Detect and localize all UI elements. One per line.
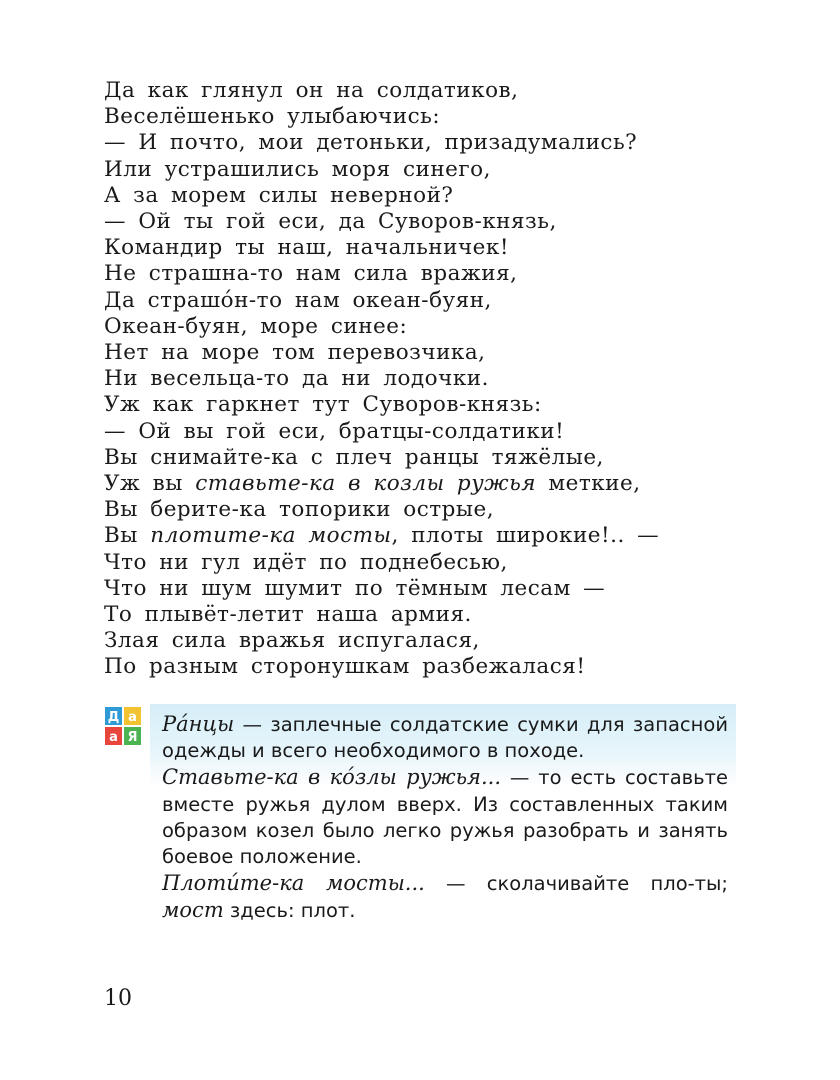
poem-line: Веселёшенько улыбаючись: — [104, 104, 441, 130]
poem-line-start: Вы — [104, 523, 151, 549]
poem-line: Да как глянул он на солдатиков, — [104, 78, 519, 103]
svg-text:Я: Я — [127, 730, 138, 745]
page-number: 10 — [104, 986, 132, 1011]
glossary-term: Ра́нцы — [162, 712, 235, 736]
svg-text:а: а — [128, 710, 137, 725]
glossary-entry — [162, 764, 728, 870]
poem-line: Вы снимайте-ка с плеч ранцы тяжёлые, — [104, 444, 604, 470]
poem-line — [104, 523, 784, 549]
dictionary-icon — [104, 706, 142, 746]
glossary-definition: — то есть составьте вместе ружья дулом вверх. Из составленных таким образом козел было легко ружья разобрать и занять боевое положение. — [162, 766, 728, 869]
poem-line-end: , плоты широкие!.. — — [391, 523, 660, 549]
poem-line: А за морем силы неверной? — [104, 182, 454, 208]
poem-line: Океан-буян, море синее: — [104, 313, 408, 339]
poem-line-italic: плотите-ка мосты — [150, 523, 392, 549]
poem-line: — Ой вы гой еси, братцы-солдатики! — [104, 418, 565, 444]
poem-line: — Ой ты гой еси, да Суворов-князь, — [104, 209, 557, 235]
poem-line: — И почто, мои детоньки, призадумались? — [104, 130, 638, 156]
poem-line-end: меткие, — [536, 471, 641, 497]
poem-line: По разным сторонушкам разбежалася! — [104, 654, 586, 680]
glossary-definition: — заплечные солдатские сумки для запасной одежды и всего необходимого в походе. — [162, 713, 728, 763]
poem-line: Уж как гаркнет тут Суворов-князь: — [104, 392, 542, 418]
poem-text — [104, 78, 784, 681]
poem-line: Злая сила вражья испугалася, — [104, 628, 480, 654]
poem-line: Нет на море том перевозчика, — [104, 340, 486, 366]
svg-text:Д: Д — [107, 710, 120, 725]
poem-line: Что ни шум шумит по тёмным лесам — — [104, 575, 606, 601]
glossary-term: мост — [162, 898, 224, 923]
glossary-term: Плоти́те-ка мосты... — [162, 871, 425, 896]
poem-line: Или устрашились моря синего, — [104, 156, 491, 182]
poem-line: Да страшо́н-то нам океан-буян, — [104, 287, 492, 313]
glossary-box — [162, 711, 728, 925]
poem-line: Командир ты наш, начальничек! — [104, 235, 509, 261]
poem-line: Ни весельца-то да ни лодочки. — [104, 366, 489, 392]
poem-line: Вы берите-ка топорики острые, — [104, 497, 495, 523]
svg-text:а: а — [109, 730, 118, 745]
glossary-definition: здесь: плот. — [223, 899, 356, 923]
glossary-entry — [162, 870, 728, 924]
glossary-entry — [162, 711, 728, 764]
poem-line: То плывёт-летит наша армия. — [104, 602, 472, 628]
poem-line-italic: ставьте-ка в козлы ружья — [195, 471, 537, 497]
poem-line-start: Уж вы — [104, 471, 196, 497]
poem-line: Что ни гул идёт по поднебесью, — [104, 549, 508, 575]
glossary-definition: — сколачивайте пло-ты; — [424, 872, 729, 896]
poem-line: Не страшна-то нам сила вражия, — [104, 261, 518, 287]
glossary-term: Ставьте-ка в ко́злы ружья... — [162, 765, 501, 790]
poem-line — [104, 471, 784, 497]
